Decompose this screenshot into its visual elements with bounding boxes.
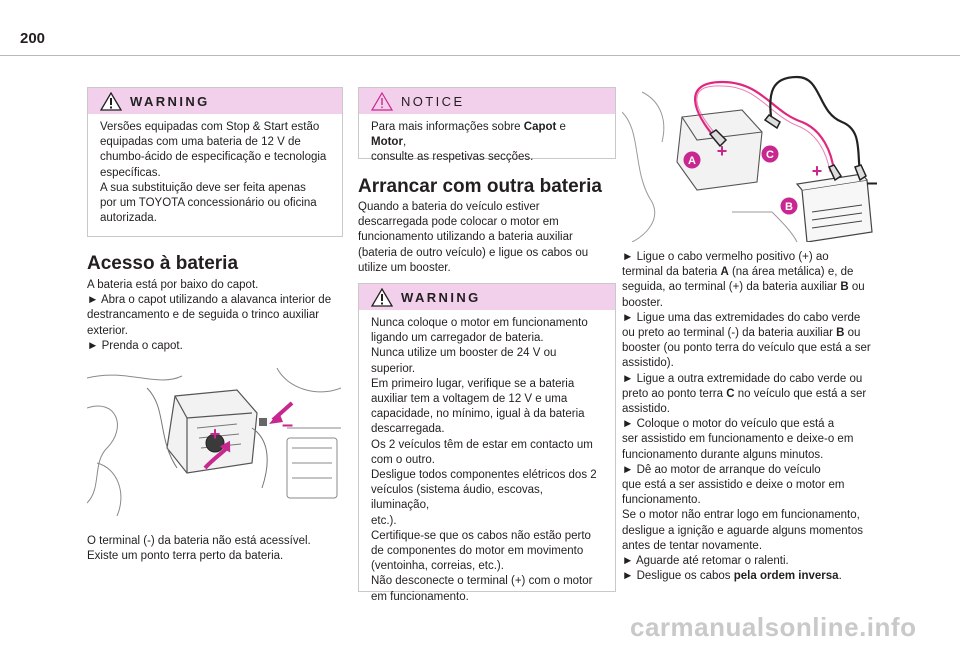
step-line: ► Ligue a outra extremidade do cabo verde ou bbox=[622, 372, 863, 385]
step-line: que está a ser assistido e deixe o motor em bbox=[622, 479, 845, 492]
notice-line: consulte as respetivas secções. bbox=[371, 151, 534, 164]
notice-box-header bbox=[359, 88, 615, 114]
warning-line: autorizada. bbox=[100, 212, 157, 225]
warning-icon bbox=[371, 288, 393, 307]
notice-icon bbox=[371, 92, 393, 111]
header-rule bbox=[0, 55, 960, 56]
jump-start-intro bbox=[358, 200, 618, 276]
section-heading-battery-access: Acesso à bateria bbox=[87, 253, 239, 274]
step-line: Se o motor não entrar logo em funcionamento, bbox=[622, 509, 860, 522]
intro-line: (bateria de outro veículo) e ligue os cabos ou bbox=[358, 246, 589, 259]
point-label-b: B bbox=[785, 201, 793, 213]
step-line: ► Aguarde até retomar o ralenti. bbox=[622, 555, 789, 568]
step-line: booster (ou ponto terra do veículo que está a ser bbox=[622, 342, 871, 355]
section-heading-jump-start: Arrancar com outra bateria bbox=[358, 176, 602, 197]
step-line: terminal da bateria A (na área metálica) e, de bbox=[622, 266, 854, 279]
step-line: assistido. bbox=[622, 403, 670, 416]
intro-line: A bateria está por baixo do capot. bbox=[87, 279, 259, 291]
notice-box bbox=[358, 87, 616, 164]
minus-sign: – bbox=[866, 172, 878, 194]
warning-line: etc.). bbox=[371, 514, 397, 527]
warning-line: (ventoinha, correias, etc.). bbox=[371, 560, 504, 573]
battery-location-illustration bbox=[87, 368, 341, 516]
warning-box-jump-start bbox=[358, 283, 616, 603]
warning-line: em funcionamento. bbox=[371, 590, 469, 603]
warning-line: com o outro. bbox=[371, 453, 435, 466]
intro-line: descarregada pode colocar o motor em bbox=[358, 216, 559, 229]
plus-sign: + bbox=[716, 141, 728, 161]
jump-start-diagram bbox=[622, 72, 880, 242]
warning-box-header bbox=[88, 88, 342, 114]
step-line: assistido). bbox=[622, 357, 674, 370]
figure-caption bbox=[87, 534, 347, 564]
intro-line: exterior. bbox=[87, 324, 128, 337]
warning-line: Os 2 veículos têm de estar em contacto um bbox=[371, 438, 593, 451]
step-line: ► Dê ao motor de arranque do veículo bbox=[622, 463, 821, 476]
warning-line: Nunca coloque o motor em funcionamento bbox=[371, 317, 588, 329]
warning-line: descarregada. bbox=[371, 423, 445, 436]
warning-line: Nunca utilize um booster de 24 V ou superior. bbox=[371, 347, 557, 375]
warning-line: equipadas com uma bateria de 12 V de bbox=[100, 136, 301, 149]
intro-line: ► Abra o capot utilizando a alavanca interior de bbox=[87, 294, 332, 307]
warning-title: WARNING bbox=[130, 93, 210, 109]
warning-box-stop-start bbox=[87, 87, 343, 237]
battery-access-intro bbox=[87, 278, 347, 354]
step-line: preto ao ponto terra C no veículo que está a ser bbox=[622, 387, 867, 400]
warning-line: Não desconecte o terminal (+) com o motor bbox=[371, 575, 593, 588]
warning-body bbox=[359, 310, 615, 613]
warning-line: veículos (sistema áudio, escovas, iluminação, bbox=[371, 484, 543, 512]
warning-line: Em primeiro lugar, verifique se a bateria bbox=[371, 377, 575, 390]
warning-line: específicas. bbox=[100, 166, 161, 179]
notice-line: Para mais informações sobre Capot e Motor, bbox=[371, 121, 566, 149]
watermark: carmanualsonline.info bbox=[630, 612, 917, 642]
warning-line: de componentes do motor em movimento bbox=[371, 545, 584, 558]
step-line: booster. bbox=[622, 296, 663, 309]
notice-body bbox=[359, 114, 615, 174]
point-label-c: C bbox=[766, 149, 774, 161]
warning-line: chumbo-ácido de especificação e tecnologia bbox=[100, 151, 327, 164]
warning-line: Desligue todos componentes elétricos dos 2 bbox=[371, 469, 597, 482]
warning-line: Certifique-se que os cabos não estão perto bbox=[371, 529, 591, 542]
intro-line: funcionamento utilizando a bateria auxiliar bbox=[358, 231, 573, 244]
point-label-a: A bbox=[688, 155, 696, 167]
step-line: funcionamento. bbox=[622, 494, 701, 507]
warning-icon bbox=[100, 92, 122, 111]
page-number: 200 bbox=[20, 30, 46, 47]
step-line: seguida, ao terminal (+) da bateria auxiliar B ou bbox=[622, 281, 865, 294]
step-line: ou preto ao terminal (-) da bateria auxiliar B ou bbox=[622, 327, 861, 340]
warning-line: Versões equipadas com Stop & Start estão bbox=[100, 121, 320, 133]
warning-title: WARNING bbox=[401, 289, 481, 305]
step-line: ► Ligue uma das extremidades do cabo verde bbox=[622, 311, 861, 324]
step-line: ► Coloque o motor do veículo que está a bbox=[622, 418, 835, 431]
caption-line: Existe um ponto terra perto da bateria. bbox=[87, 550, 284, 563]
step-line: desligue a ignição e aguarde alguns momentos bbox=[622, 524, 864, 537]
warning-line: capacidade, no mínimo, igual à da bateria bbox=[371, 408, 585, 421]
step-line: antes de tentar novamente. bbox=[622, 539, 763, 552]
step-line: ser assistido em funcionamento e deixe-o em bbox=[622, 433, 854, 446]
warning-line: auxiliar tem a voltagem de 12 V e uma bbox=[371, 393, 568, 406]
step-line: ► Desligue os cabos pela ordem inversa. bbox=[622, 570, 842, 583]
plus-sign: + bbox=[811, 161, 823, 181]
caption-line: O terminal (-) da bateria não está acessível. bbox=[87, 535, 311, 547]
intro-line: Quando a bateria do veículo estiver bbox=[358, 201, 540, 213]
intro-line: destrancamento e de seguida o trinco auxiliar bbox=[87, 309, 320, 322]
warning-body bbox=[88, 114, 342, 234]
warning-line: A sua substituição deve ser feita apenas bbox=[100, 181, 306, 194]
step-line: funcionamento durante alguns minutos. bbox=[622, 448, 824, 461]
warning-line: ligando um carregador de bateria. bbox=[371, 332, 544, 345]
step-line: ► Ligue o cabo vermelho positivo (+) ao bbox=[622, 251, 829, 263]
notice-title: NOTICE bbox=[401, 93, 465, 109]
auxiliary-battery bbox=[797, 174, 872, 242]
jump-start-steps bbox=[622, 250, 902, 584]
earth-point bbox=[259, 418, 267, 426]
svg-text:+: + bbox=[209, 424, 221, 444]
warning-box-header bbox=[359, 284, 615, 310]
intro-line: utilize um booster. bbox=[358, 261, 451, 274]
black-cable bbox=[770, 77, 860, 172]
svg-text:–: – bbox=[282, 414, 294, 436]
warning-line: por um TOYOTA concessionário ou oficina bbox=[100, 197, 317, 210]
intro-line: ► Prenda o capot. bbox=[87, 339, 183, 352]
